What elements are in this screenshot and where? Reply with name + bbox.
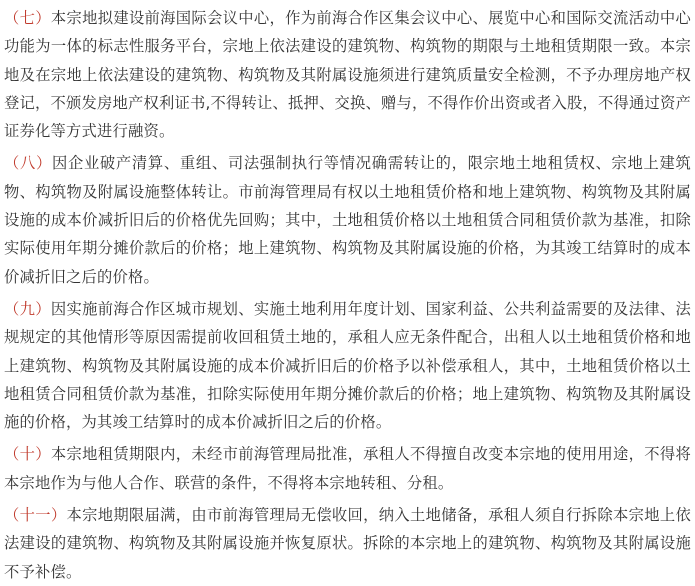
clause-11: [4, 501, 691, 586]
clause-7: [4, 4, 691, 145]
clause-number: （十一）: [4, 506, 67, 525]
clause-number: （八）: [4, 154, 52, 173]
clause-text: 本宗地拟建设前海国际会议中心，作为前海合作区集会议中心、展览中心和国际交流活动中心功能为一体的标志性服务平台，宗地上依法建设的建筑物、构筑物的期限与土地租赁期限一致。本宗地及在宗地上依法建设的建筑物、构筑物及其附属设施须进行建筑质量安全检测，不予办理房地产权登记，不颁发房地产权利证书,不得转让、抵押、交换、赠与，不得作价出资或者入股，不得通过资产证券化等方式进行融资。: [4, 9, 692, 141]
clause-8: [4, 149, 691, 290]
clause-10: [4, 440, 691, 497]
clause-9: [4, 295, 691, 436]
clause-text: 因企业破产清算、重组、司法强制执行等情况确需转让的，限宗地土地租赁权、宗地上建筑物、构筑物及附属设施整体转让。市前海管理局有权以土地租赁价格和地上建筑物、构筑物及其附属设施的成本价减折旧后的价格优先回购；其中，土地租赁价格以土地租赁合同租赁价款为基准，扣除实际使用年期分摊价款后的价格；地上建筑物、构筑物及其附属设施的价格，为其竣工结算时的成本价减折旧之后的价格。: [4, 154, 691, 286]
clause-number: （九）: [4, 299, 51, 318]
clause-number: （七）: [4, 9, 51, 27]
clause-number: （十）: [4, 445, 51, 464]
clause-text: 因实施前海合作区城市规划、实施土地利用年度计划、国家利益、公共利益需要的及法律、法规规定的其他情形等原因需提前收回租赁土地的，承租人应无条件配合，出租人以土地租赁价格和地上建筑物、构筑物及其附属设施的成本价减折旧后的价格予以补偿承租人，其中，土地租赁价格以土地租赁合同租赁价款为基准，扣除实际使用年期分摊价款后的价格；地上建筑物、构筑物及其附属设施的价格，为其竣工结算时的成本价减折旧之后的价格。: [4, 299, 692, 432]
clause-text: 本宗地期限届满，由市前海管理局无偿收回，纳入土地储备，承租人须自行拆除本宗地上依法建设的建筑物、构筑物及其附属设施并恢复原状。拆除的本宗地上的建筑物、构筑物及其附属设施不予补偿。: [4, 506, 691, 581]
clause-text: 本宗地租赁期限内，未经市前海管理局批准，承租人不得擅自改变本宗地的使用用途，不得将本宗地作为与他人合作、联营的条件，不得将本宗地转租、分租。: [4, 445, 692, 492]
